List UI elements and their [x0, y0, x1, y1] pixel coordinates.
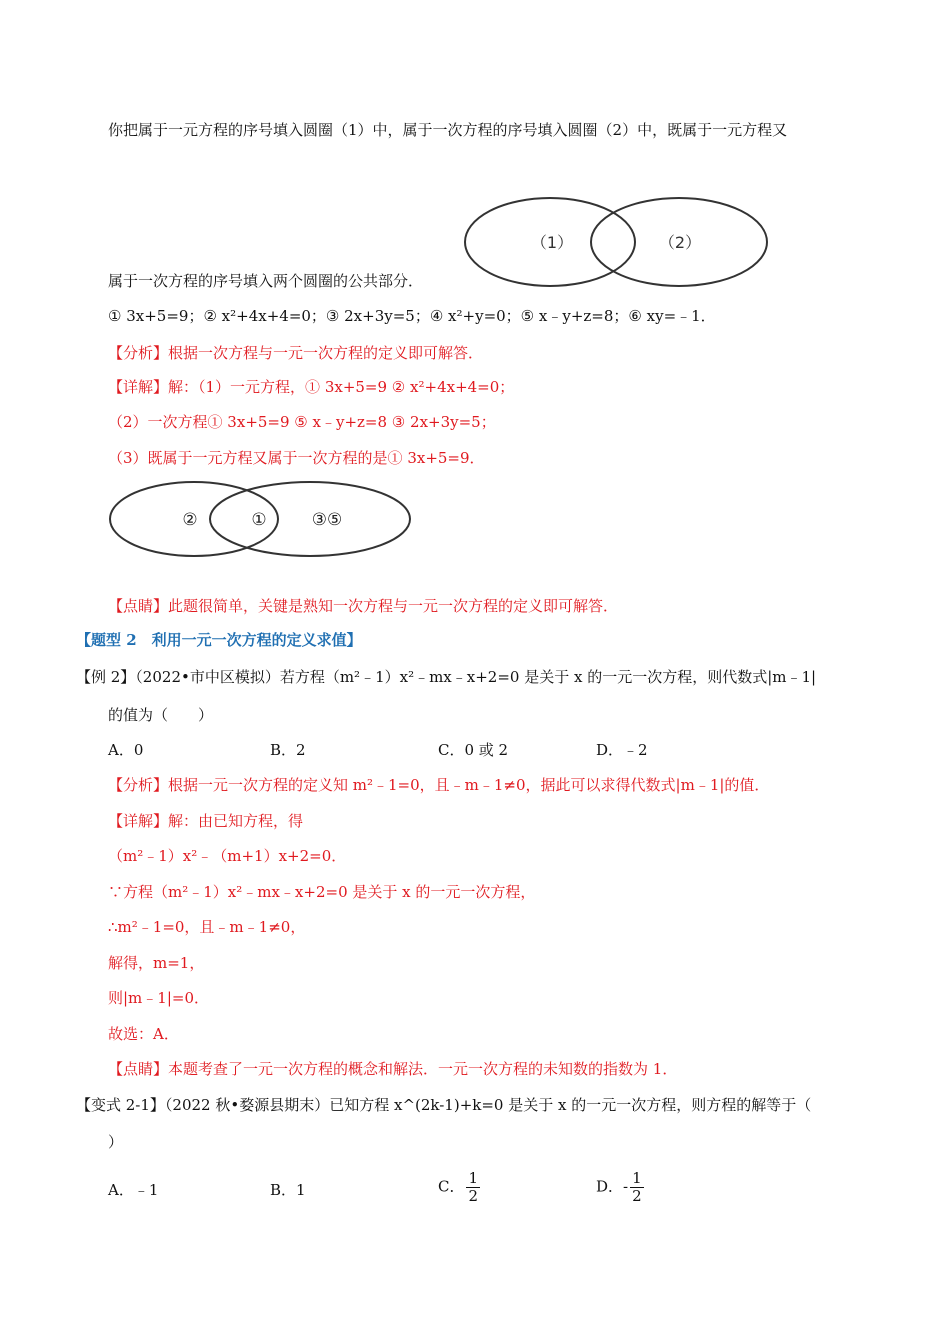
- venn-label-1: （1）: [530, 233, 574, 252]
- ex1-detail-3: （3）既属于一元方程又属于一次方程的是① 3x+5=9．: [108, 449, 485, 467]
- var21-question-2: ）: [108, 1133, 124, 1151]
- ex2-comment: 【点睛】本题考查了一元一次方程的概念和解法．一元一次方程的未知数的指数为 1．: [108, 1060, 678, 1078]
- var21-option-c: [438, 1170, 480, 1205]
- var21-option-b: B．1: [270, 1181, 306, 1199]
- fraction-denominator: 2: [632, 1187, 642, 1205]
- type2-heading: 【题型 2 利用一元一次方程的定义求值】: [76, 631, 362, 649]
- ex2-option-b: B．2: [270, 741, 306, 759]
- fraction-denominator: 2: [468, 1187, 479, 1205]
- ex2-step-7: 故选：A．: [108, 1025, 179, 1043]
- ex1-detail-2: （2）一次方程① 3x+5=9 ⑤ x﹣y+z=8 ③ 2x+3y=5；: [108, 413, 496, 431]
- var21-option-a: A．﹣1: [108, 1181, 159, 1199]
- ex1-comment: 【点睛】此题很简单，关键是熟知一次方程与一元一次方程的定义即可解答．: [108, 597, 619, 615]
- fraction-neg-one-half: [630, 1170, 644, 1205]
- fraction-numerator: 1: [468, 1169, 479, 1187]
- ex2-analysis: 【分析】根据一元一次方程的定义知 m²﹣1=0，且﹣m﹣1≠0，据此可以求得代数式|m﹣1|的值．: [108, 776, 770, 794]
- var21-option-c-label: C．: [438, 1177, 465, 1196]
- ex2-step-4: ∴m²﹣1=0，且﹣m﹣1≠0，: [108, 918, 306, 936]
- fraction-numerator: 1: [632, 1169, 642, 1187]
- intro-line-2: 属于一次方程的序号填入两个圆圈的公共部分．: [108, 272, 424, 290]
- venn-diagram-answer: [104, 480, 414, 560]
- ex1-analysis: 【分析】根据一次方程与一元一次方程的定义即可解答．: [108, 344, 484, 362]
- var21-question-1: 【变式 2-1】（2022 秋•婺源县期末）已知方程 x^(2k-1)+k=0 是关于 x 的一元一次方程，则方程的解等于（: [76, 1096, 812, 1114]
- venn-answer-right: ③⑤: [311, 510, 343, 530]
- fraction-one-half: [466, 1170, 480, 1205]
- ex2-option-a: A．0: [108, 741, 144, 759]
- ex2-step-3: ∵方程（m²﹣1）x²﹣mx﹣x+2=0 是关于 x 的一元一次方程，: [108, 883, 536, 901]
- ex2-question-1: 【例 2】（2022•市中区模拟）若方程（m²﹣1）x²﹣mx﹣x+2=0 是关于 x 的一元一次方程，则代数式|m﹣1|: [76, 668, 817, 686]
- venn-label-2: （2）: [658, 233, 702, 252]
- ex2-step-2: （m²﹣1）x²﹣（m+1）x+2=0．: [108, 847, 347, 865]
- var21-option-d-label: D．-: [596, 1177, 629, 1196]
- venn-diagram-question: [460, 192, 780, 292]
- ex2-question-2: 的值为（ ）: [108, 706, 214, 724]
- equation-list: ① 3x+5=9；② x²+4x+4=0；③ 2x+3y=5；④ x²+y=0；⑤ x﹣y+z=8；⑥ xy=﹣1．: [108, 307, 716, 325]
- ex2-step-6: 则|m﹣1|=0．: [108, 989, 209, 1007]
- ex2-step-5: 解得，m=1，: [108, 954, 205, 972]
- venn-answer-circle-2: [210, 482, 410, 556]
- intro-line-1: 你把属于一元方程的序号填入圆圈（1）中，属于一次方程的序号填入圆圈（2）中，既属于一元方程又: [108, 121, 788, 139]
- ex2-option-c: C．0 或 2: [438, 741, 509, 759]
- var21-option-d: [596, 1170, 644, 1205]
- venn-answer-left: ②: [182, 510, 198, 530]
- ex1-detail-1: 【详解】解：（1）一元方程，① 3x+5=9 ② x²+4x+4=0；: [108, 378, 515, 396]
- venn-answer-middle: ①: [251, 510, 267, 530]
- ex2-step-1: 【详解】解：由已知方程，得: [108, 812, 304, 830]
- ex2-option-d: D．﹣2: [596, 741, 648, 759]
